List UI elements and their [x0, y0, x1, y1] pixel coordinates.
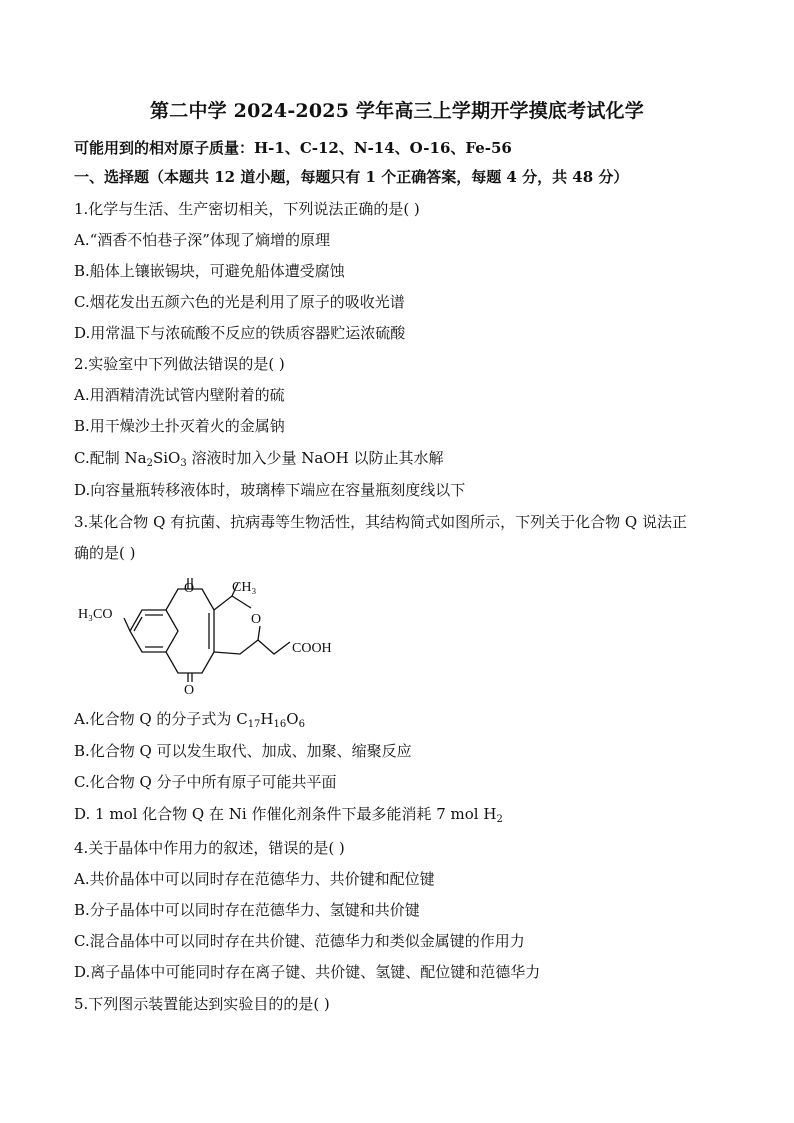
- question-3-stem-line-2: 确的是( ): [74, 544, 136, 562]
- question-4-option-c: C.混合晶体中可以同时存在共价键、范德华力和类似金属键的作用力: [74, 932, 525, 950]
- ring-oxygen-label: O: [251, 612, 262, 627]
- question-3-option-d: D. 1 mol 化合物 Q 在 Ni 作催化剂条件下最多能消耗 7 mol $H_2$: [74, 805, 503, 825]
- structure-bonds: [124, 578, 290, 682]
- top-ketone-oxygen-label: O: [184, 581, 195, 596]
- question-4-option-a: A.共价晶体中可以同时存在范德华力、共价键和配位键: [74, 870, 435, 888]
- question-4-stem: 4.关于晶体中作用力的叙述，错误的是( ): [74, 839, 345, 857]
- question-4-option-d: D.离子晶体中可能同时存在离子键、共价键、氢键、配位键和范德华力: [74, 963, 541, 981]
- bottom-ketone-oxygen-label: O: [184, 683, 195, 696]
- sodium-silicate-formula: $Na_2SiO_3$: [124, 449, 187, 469]
- question-2-option-d: D.向容量瓶转移液体时，玻璃棒下端应在容量瓶刻度线以下: [74, 481, 466, 499]
- question-1-stem: 1.化学与生活、生产密切相关，下列说法正确的是( ): [74, 200, 420, 218]
- atomic-mass-note: 可能用到的相对原子质量：H-1、C-12、N-14、O-16、Fe-56: [74, 139, 512, 157]
- question-2-option-a: A.用酒精清洗试管内壁附着的硫: [74, 386, 285, 404]
- question-2-option-c: C.配制 $Na_2SiO_3$ 溶液时加入少量 NaOH 以防止其水解: [74, 449, 444, 469]
- carboxyl-label: COOH: [292, 641, 332, 656]
- question-4-option-b: B.分子晶体中可以同时存在范德华力、氢键和共价键: [74, 901, 420, 919]
- question-1-option-a: A.“酒香不怕巷子深”体现了熵增的原理: [74, 231, 330, 249]
- methyl-label: CH₃: [232, 580, 257, 595]
- molecular-formula: $C_{17}H_{16}O_6$: [236, 710, 305, 730]
- exam-title: 第二中学 2024-2025 学年高三上学期开学摸底考试化学: [150, 100, 644, 122]
- question-2-stem: 2.实验室中下列做法错误的是( ): [74, 355, 285, 373]
- question-5-stem: 5.下列图示装置能达到实验目的的是( ): [74, 995, 330, 1013]
- section-heading: 一、选择题（本题共 12 道小题，每题只有 1 个正确答案，每题 4 分，共 48 分）: [74, 168, 629, 186]
- question-1-option-c: C.烟花发出五颜六色的光是利用了原子的吸收光谱: [74, 293, 405, 311]
- question-3-stem-line-1: 3.某化合物 Q 有抗菌、抗病毒等生物活性，其结构简式如图所示，下列关于化合物 Q 说法正: [74, 513, 687, 531]
- question-3-option-a: A.化合物 Q 的分子式为 $C_{17}H_{16}O_6$: [74, 710, 305, 730]
- question-2-option-b: B.用干燥沙土扑灭着火的金属钠: [74, 417, 285, 435]
- question-1-option-b: B.船体上镶嵌锡块，可避免船体遭受腐蚀: [74, 262, 345, 280]
- compound-q-structure: [74, 578, 364, 696]
- question-1-option-d: D.用常温下与浓硫酸不反应的铁质容器贮运浓硫酸: [74, 324, 406, 342]
- question-3-option-b: B.化合物 Q 可以发生取代、加成、加聚、缩聚反应: [74, 742, 412, 760]
- methoxy-label: H₃CO: [78, 607, 113, 622]
- question-3-option-c: C.化合物 Q 分子中所有原子可能共平面: [74, 773, 337, 791]
